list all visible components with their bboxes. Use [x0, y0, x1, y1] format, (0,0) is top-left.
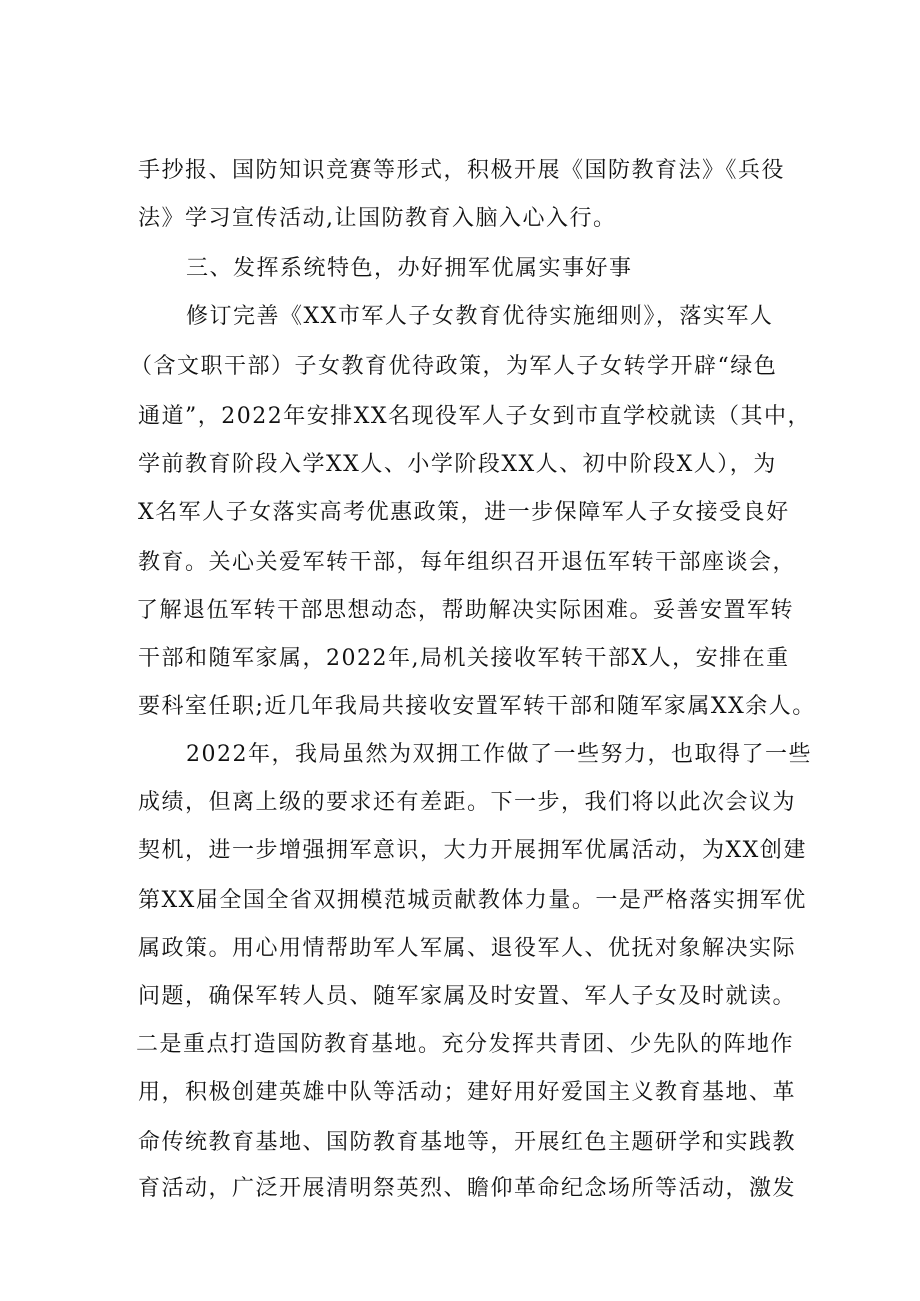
paragraph-line: 属政策。用心用情帮助军人军属、退役军人、优抚对象解决实际 — [138, 936, 797, 961]
paragraph-line: 成绩，但离上级的要求还有差距。下一步，我们将以此次会议为 — [138, 790, 797, 815]
paragraph-line: （含文职干部）子女教育优待政策，为军人子女转学开辟“绿色 — [130, 354, 778, 379]
paragraph-line: 干部和随军家属，2022年,局机关接收军转干部X人，安排在重 — [138, 646, 790, 671]
section-heading-text: 三、发挥系统特色，办好拥军优属实事好事 — [186, 256, 633, 281]
paragraph-line: 命传统教育基地、国防教育基地等，开展红色主题研学和实践教 — [138, 1130, 797, 1155]
paragraph-line: 了解退伍军转干部思想动态，帮助解决实际困难。妥善安置军转 — [136, 598, 795, 623]
paragraph-line: 契机，进一步增强拥军意识，大力开展拥军优属活动，为XX创建 — [138, 838, 807, 863]
paragraph-line: X名军人子女落实高考优惠政策，进一步保障军人子女接受良好 — [138, 500, 790, 525]
paragraph-line: 修订完善《XX市军人子女教育优待实施细则》，落实军人 — [186, 304, 774, 329]
paragraph-line: 学前教育阶段入学XX人、小学阶段XX人、初中阶段X人），为 — [138, 452, 777, 477]
paragraph-line: 法》学习宣传活动,让国防教育入脑入心入行。 — [138, 206, 617, 231]
text-line — [0, 1144, 920, 1234]
paragraph-line: 教育。关心关爱军转干部，每年组织召开退伍军转干部座谈会， — [138, 550, 797, 575]
paragraph-line: 手抄报、国防知识竞赛等形式，积极开展《国防教育法》《兵役 — [138, 158, 786, 183]
paragraph-line: 2022年，我局虽然为双拥工作做了一些努力，也取得了一些 — [186, 742, 812, 767]
paragraph-line: 用，积极创建英雄中队等活动；建好用好爱国主义教育基地、革 — [138, 1080, 797, 1105]
paragraph-line: 二是重点打造国防教育基地。充分发挥共青团、少先队的阵地作 — [136, 1032, 795, 1057]
paragraph-line: 问题，确保军转人员、随军家属及时安置、军人子女及时就读。 — [138, 984, 797, 1009]
paragraph-line: 要科室任职;近几年我局共接收安置军转干部和随军家属XX余人。 — [138, 694, 816, 719]
paragraph-line: 通道”，2022年安排XX名现役军人子女到市直学校就读（其中， — [138, 404, 812, 429]
paragraph-line: 第XX届全国全省双拥模范城贡献教体力量。一是严格落实拥军优 — [138, 888, 807, 913]
paragraph-line: 育活动，广泛开展清明祭英烈、瞻仰革命纪念场所等活动，激发 — [138, 1176, 797, 1201]
